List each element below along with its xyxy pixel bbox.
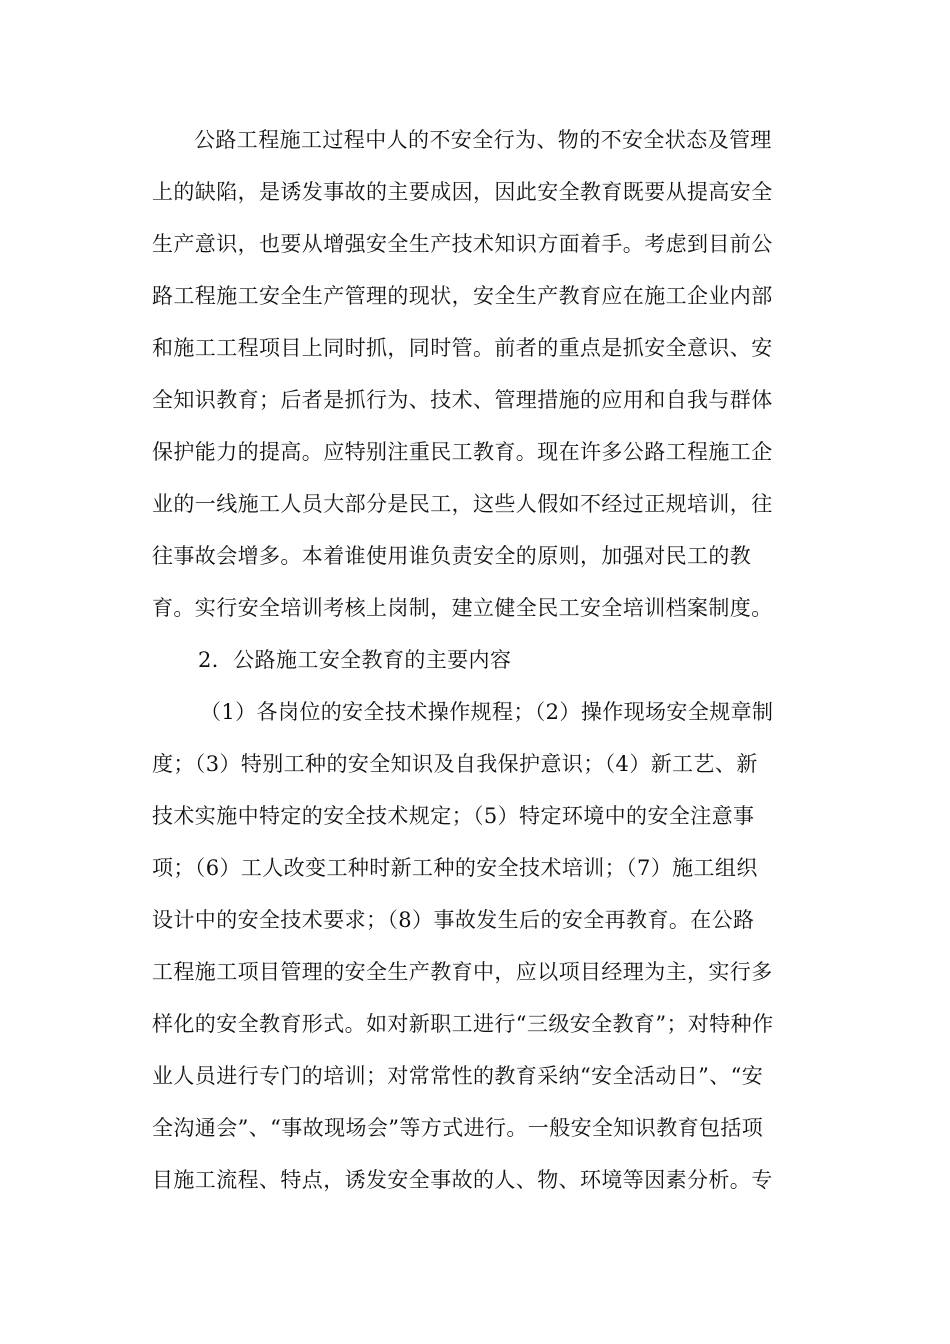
text-line: 公路工程施工过程中人的不安全行为、物的不安全状态及管理: [194, 128, 772, 152]
text-line: 样化的安全教育形式。如对新职工进行“三级安全教育”；对特种作: [152, 1012, 774, 1036]
text-line: 路工程施工安全生产管理的现状，安全生产教育应在施工企业内部: [152, 284, 773, 308]
text-line: 全沟通会”、“事故现场会”等方式进行。一般安全知识教育包括项: [152, 1116, 764, 1140]
text-line: 工程施工项目管理的安全生产教育中，应以项目经理为主，实行多: [152, 960, 773, 984]
text-line: 项；（6）工人改变工种时新工种的安全技术培训；（7）施工组织: [152, 856, 758, 880]
heading-text: 2．公路施工安全教育的主要内容: [198, 648, 512, 672]
text-line: 全知识教育；后者是抓行为、技术、管理措施的应用和自我与群体: [152, 388, 773, 412]
text-line: 保护能力的提高。应特别注重民工教育。现在许多公路工程施工企: [152, 440, 773, 464]
text-line: 目施工流程、特点，诱发安全事故的人、物、环境等因素分析。专: [152, 1168, 773, 1192]
text-line: 往事故会增多。本着谁使用谁负责安全的原则，加强对民工的教: [152, 544, 752, 568]
document-body: [152, 114, 800, 1206]
text-line: 业人员进行专门的培训；对常常性的教育采纳“安全活动日”、“安: [152, 1064, 764, 1088]
text-line: 业的一线施工人员大部分是民工，这些人假如不经过正规培训，往: [152, 492, 773, 516]
paragraph-education-content: [152, 686, 800, 1206]
paragraph-safety-education-overview: [152, 114, 800, 634]
text-line: 上的缺陷，是诱发事故的主要成因，因此安全教育既要从提高安全: [152, 180, 773, 204]
text-line: 设计中的安全技术要求；（8）事故发生后的安全再教育。在公路: [152, 908, 755, 932]
text-line: （1）各岗位的安全技术操作规程；（2）操作现场安全规章制: [200, 700, 774, 724]
text-line: 技术实施中特定的安全技术规定；（5）特定环境中的安全注意事: [152, 804, 755, 828]
section-heading: [152, 634, 800, 686]
text-line: 和施工工程项目上同时抓，同时管。前者的重点是抓安全意识、安: [152, 336, 773, 360]
text-line: 生产意识，也要从增强安全生产技术知识方面着手。考虑到目前公: [152, 232, 773, 256]
text-line: 育。实行安全培训考核上岗制，建立健全民工安全培训档案制度。: [152, 596, 773, 620]
text-line: 度；（3）特别工种的安全知识及自我保护意识；（4）新工艺、新: [152, 752, 758, 776]
